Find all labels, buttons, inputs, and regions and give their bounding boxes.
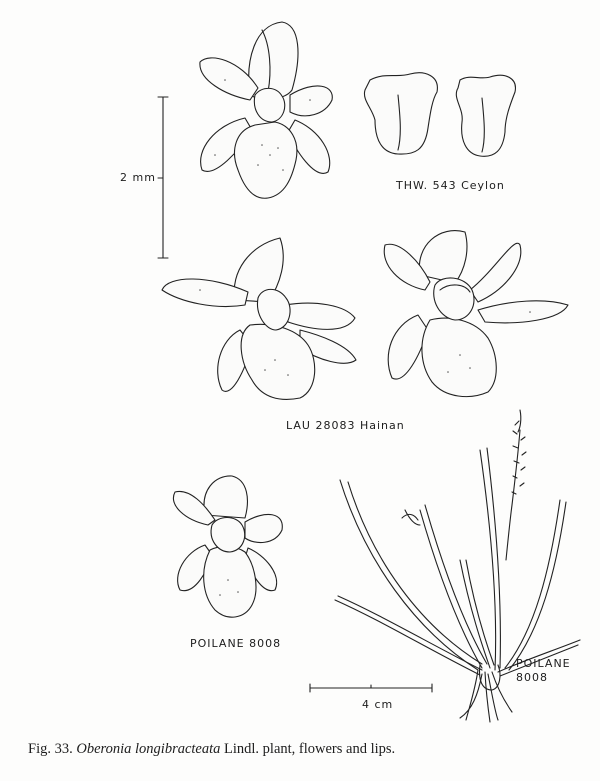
flower-hainan-right: [384, 231, 568, 397]
caption-species: Oberonia longibracteata: [76, 741, 221, 757]
scale-label-4cm: 4 cm: [362, 698, 394, 711]
flower-ceylon: [200, 22, 332, 198]
scale-label-2mm: 2 mm: [120, 171, 156, 184]
specimen-label-poilane-plant-line1: POILANE: [516, 657, 571, 670]
specimen-label-hainan: LAU 28083 Hainan: [286, 419, 405, 432]
caption-suffix: Lindl. plant, flowers and lips.: [224, 741, 396, 757]
scale-bar-2mm: [158, 97, 168, 258]
scale-bar-4cm: [310, 684, 432, 692]
lip-ceylon-2: [456, 75, 515, 156]
specimen-label-poilane-flower: POILANE 8008: [190, 637, 282, 650]
specimen-label-poilane-plant-line2: 8008: [516, 671, 548, 684]
specimen-label-ceylon: THW. 543 Ceylon: [396, 179, 505, 192]
flower-hainan-left: [162, 238, 356, 399]
lip-ceylon-1: [364, 73, 437, 154]
caption-prefix: Fig. 33.: [28, 741, 73, 757]
figure-caption: [28, 741, 395, 758]
flower-poilane: [173, 476, 282, 617]
